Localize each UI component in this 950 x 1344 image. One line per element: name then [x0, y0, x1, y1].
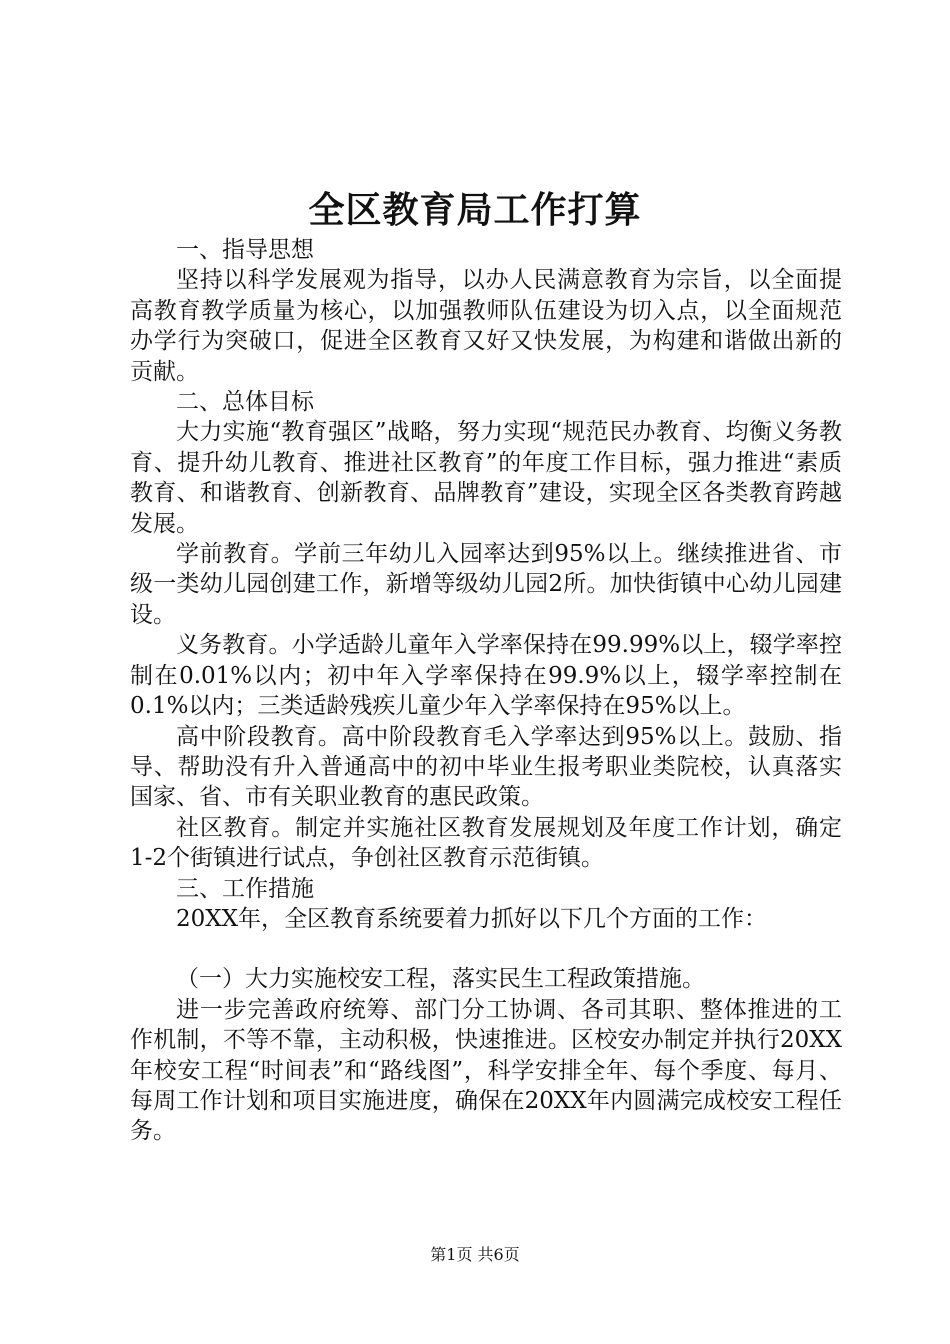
page-footer: 第1页 共6页	[430, 1245, 520, 1264]
document-title: 全区教育局工作打算	[308, 189, 642, 231]
paragraph-school-safety: 进一步完善政府统筹、部门分工协调、各司其职、整体推进的工作机制，不等不靠，主动积极，快速推进。区校安办制定并执行20XX年校安工程“时间表”和“路线图”，科学安排全年、每个季度、每月、每周工作计划和项目实施进度，确保在20XX年内圆满完成校安工程任务。	[130, 996, 842, 1145]
paragraph-community: 社区教育。制定并实施社区教育发展规划及年度工作计划，确定1-2个街镇进行试点，争创社区教育示范街镇。	[130, 814, 842, 872]
subheading-school-safety: （一）大力实施校安工程，落实民生工程政策措施。	[176, 966, 705, 993]
paragraph-measures-intro: 20XX年，全区教育系统要着力抓好以下几个方面的工作：	[176, 905, 768, 932]
heading-guiding-thought: 一、指导思想	[176, 237, 314, 263]
paragraph-guiding-thought: 坚持以科学发展观为指导，以办人民满意教育为宗旨，以全面提高教育教学质量为核心，以加强教师队伍建设为切入点，以全面规范办学行为突破口，促进全区教育又好又快发展，为构建和谐做出新的贡献。	[130, 267, 842, 385]
heading-overall-goals: 二、总体目标	[176, 389, 314, 416]
paragraph-preschool: 学前教育。学前三年幼儿入园率达到95%以上。继续推进省、市级一类幼儿园创建工作，新增等级幼儿园2所。加快街镇中心幼儿园建设。	[130, 541, 842, 628]
paragraph-high-school: 高中阶段教育。高中阶段教育毛入学率达到95%以上。鼓励、指导、帮助没有升入普通高中的初中毕业生报考职业类院校，认真落实国家、省、市有关职业教育的惠民政策。	[130, 723, 842, 811]
paragraph-compulsory: 义务教育。小学适龄儿童年入学率保持在99.99%以上，辍学率控制在0.01%以内；初中年入学率保持在99.9%以上，辍学率控制在0.1%以内；三类适龄残疾儿童少年入学率保持在95%以上。	[130, 632, 842, 720]
paragraph-overall-goals: 大力实施“教育强区”战略，努力实现“规范民办教育、均衡义务教育、提升幼儿教育、推进社区教育”的年度工作目标，强力推进“素质教育、和谐教育、创新教育、品牌教育”建设，实现全区各类教育跨越发展。	[130, 419, 842, 537]
document-body	[130, 235, 842, 1147]
heading-measures: 三、工作措施	[176, 875, 314, 902]
